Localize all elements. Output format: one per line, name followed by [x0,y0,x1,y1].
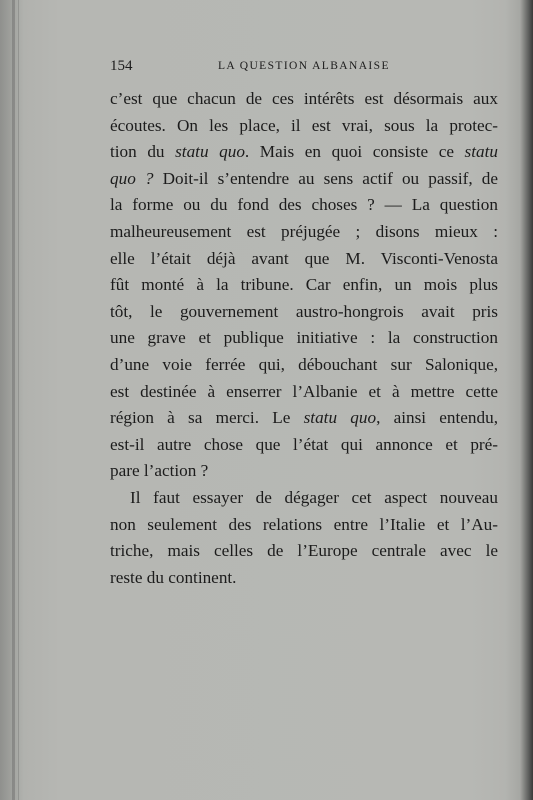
page-number: 154 [110,58,133,74]
text-line: pare l’action ? [110,461,209,481]
text-run: tion du [110,142,176,162]
text-run: , ainsi entendu, [376,408,499,428]
text-line: malheureusement est préjugée ; disons mieux : [110,221,498,241]
italic-text: statu quo [175,142,245,162]
text-line: est destinée à enserrer l’Albanie et à mettre cette [110,381,498,401]
running-title: LA QUESTION ALBANAISE [218,60,390,72]
text-line: est-il autre chose que l’état qui annonce et pré- [110,434,498,454]
italic-text: quo ? [110,168,154,188]
body-text [110,86,498,591]
text-line: elle l’était déjà avant que M. Visconti-Venosta [110,248,498,268]
binding-edge [18,0,19,800]
text-line [110,139,498,166]
binding-shadow [12,0,15,800]
text-line: triche, mais celles de l’Europe centrale avec le [110,541,498,561]
text-line [110,405,498,432]
text-line: Il faut essayer de dégager cet aspect nouveau [130,487,498,507]
text-line: une grave et publique initiative : la construction [110,328,498,348]
text-line: écoutes. On les place, il est vrai, sous la protec- [110,115,498,135]
text-line: c’est que chacun de ces intérêts est désormais aux [110,89,498,108]
text-line: fût monté à la tribune. Car enfin, un mois plus [110,275,498,295]
text-run: région à sa merci. Le [110,408,304,428]
page-header [110,58,498,78]
text-line: tôt, le gouvernement austro-hongrois avait pris [110,301,498,321]
text-line: la forme ou du fond des choses ? — La question [110,195,498,215]
text-line: d’une voie ferrée qui, débouchant sur Salonique, [110,354,498,374]
text-run: Doit-il s’entendre au sens actif ou passif, de [153,168,498,188]
text-run: . Mais en quoi consiste ce [244,142,465,162]
text-line: non seulement des relations entre l’Italie et l’Au- [110,514,498,534]
italic-text: statu quo [303,408,377,428]
italic-text: statu [464,142,498,162]
text-line: reste du continent. [110,567,237,587]
text-line [110,166,498,193]
